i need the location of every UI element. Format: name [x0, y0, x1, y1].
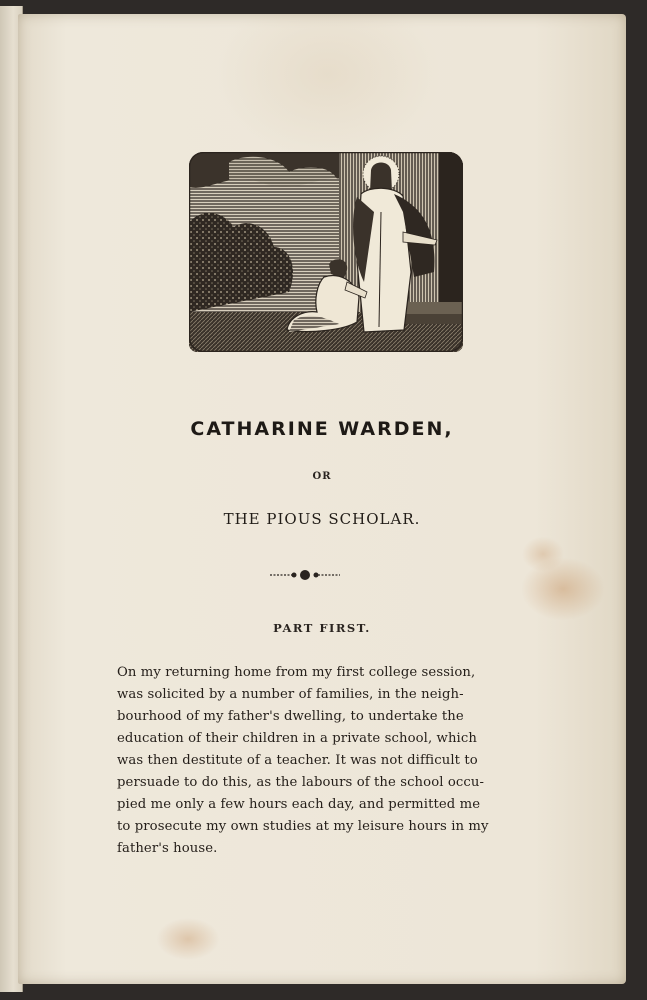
text-line: was then destitute of a teacher. It was not difficult to: [117, 753, 478, 768]
text-line: bourhood of my father's dwelling, to undertake the: [117, 709, 464, 724]
book-subtitle: THE PIOUS SCHOLAR.: [223, 510, 421, 528]
text-line: to prosecute my own studies at my leisure hours in my: [117, 819, 489, 834]
text-line: was solicited by a number of families, in the neigh-: [117, 687, 464, 702]
book-title: CATHARINE WARDEN,: [190, 418, 454, 440]
section-heading: PART FIRST.: [273, 621, 371, 635]
text-line: pied me only a few hours each day, and permitted me: [117, 797, 481, 812]
text-line: On my returning home from my first college session,: [117, 665, 476, 680]
text-line: education of their children in a private school, which: [117, 731, 477, 746]
text-line: father's house.: [117, 841, 218, 856]
body-paragraph: [117, 662, 503, 860]
book-page: [18, 14, 626, 984]
text-line: persuade to do this, as the labours of the school occu-: [117, 775, 485, 790]
woodcut-illustration: [189, 152, 463, 352]
title-connector: OR: [312, 471, 332, 482]
ornamental-rule: [270, 567, 340, 583]
